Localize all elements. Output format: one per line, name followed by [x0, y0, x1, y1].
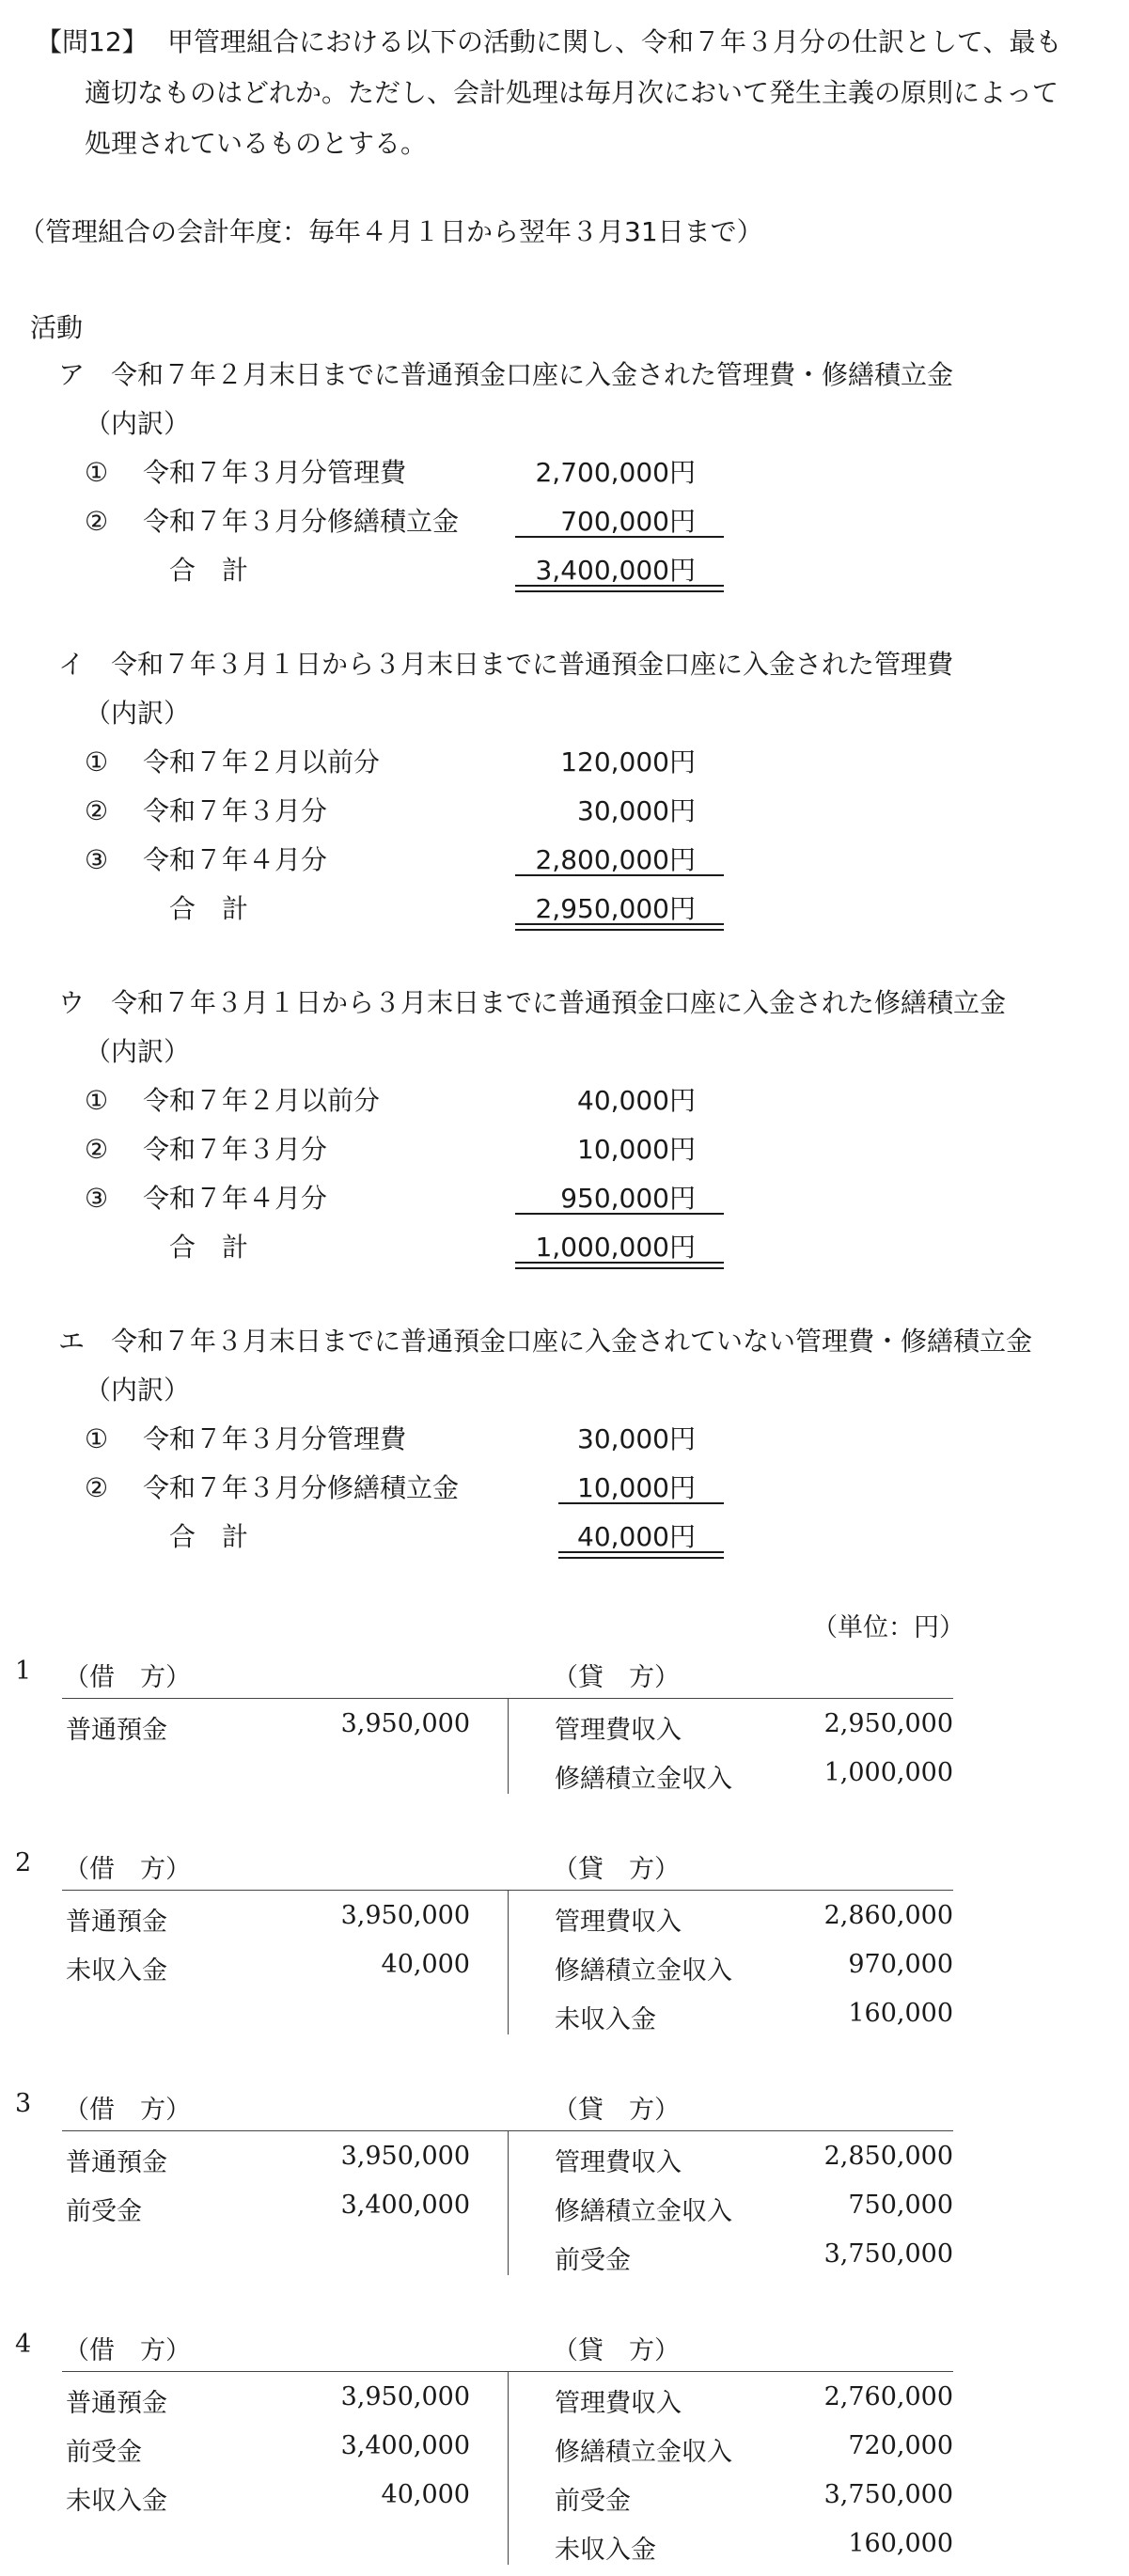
- option-2-credit-2-account: 修繕積立金収入: [555, 1956, 732, 1986]
- option-4-credit-3-amount: 3,750,000: [823, 2480, 953, 2509]
- option-4-debit-3-amount: 40,000: [381, 2480, 470, 2509]
- option-2-credit-1-amount: 2,860,000: [823, 1901, 953, 1930]
- option-1-debit-header: （借 方）: [64, 1663, 191, 1692]
- option-2-divider: [508, 1890, 509, 2034]
- activity-i-item-1-label: 令和７年２月以前分: [143, 746, 381, 778]
- activity-u-item-1-label: 令和７年２月以前分: [143, 1085, 381, 1116]
- activity-i-item-3-amount: 2,800,000円: [535, 844, 696, 875]
- activity-a-item-1-mark: ①: [85, 457, 109, 488]
- fiscal-year-note: （管理組合の会計年度：毎年４月１日から翌年３月31日まで）: [19, 216, 763, 247]
- activity-i-item-3-mark: ③: [85, 844, 109, 875]
- option-3-credit-2-amount: 750,000: [848, 2191, 953, 2220]
- option-2-debit-1-account: 普通預金: [66, 1908, 167, 1937]
- option-2-credit-3-amount: 160,000: [848, 1999, 953, 2028]
- activity-i-item-3-label: 令和７年４月分: [143, 844, 328, 875]
- activity-a-item-2-mark: ②: [85, 506, 109, 537]
- option-1-debit-1-account: 普通預金: [66, 1716, 167, 1745]
- activity-i-item-2-mark: ②: [85, 795, 109, 826]
- activity-e-total-amount: 40,000円: [577, 1521, 696, 1552]
- activity-u-subtotal-rule: [515, 1213, 724, 1215]
- option-2-credit-1-account: 管理費収入: [555, 1908, 682, 1937]
- option-1-credit-2-amount: 1,000,000: [823, 1758, 953, 1787]
- activity-i-item-1-amount: 120,000円: [560, 746, 696, 778]
- option-4-credit-4-amount: 160,000: [848, 2529, 953, 2558]
- option-3-credit-header: （貸 方）: [553, 2096, 680, 2125]
- activity-e-title: エ 令和７年３月末日までに普通預金口座に入金されていない管理費・修繕積立金: [58, 1326, 1033, 1357]
- activity-a-breakdown-label: （内訳）: [85, 408, 191, 439]
- question-line-1: 甲管理組合における以下の活動に関し、令和７年３月分の仕訳として、最も: [167, 26, 1062, 57]
- activity-u-item-2-amount: 10,000円: [577, 1134, 696, 1165]
- option-2-debit-header: （借 方）: [64, 1855, 191, 1884]
- activity-u-item-3-label: 令和７年４月分: [143, 1183, 328, 1214]
- option-4-credit-1-account: 管理費収入: [555, 2389, 682, 2418]
- activity-e-total-label: 合 計: [169, 1521, 249, 1552]
- option-1-number: 1: [15, 1657, 32, 1686]
- activity-e-item-1-label: 令和７年３月分管理費: [143, 1423, 407, 1454]
- option-1-divider: [508, 1698, 509, 1794]
- activity-a-item-2-label: 令和７年３月分修繕積立金: [143, 506, 460, 537]
- activity-a-item-2-amount: 700,000円: [560, 506, 696, 537]
- question-line-3: 処理されているものとする。: [85, 128, 428, 159]
- activity-i-total-label: 合 計: [169, 893, 249, 924]
- activity-i-total-amount: 2,950,000円: [535, 893, 696, 924]
- activity-i-item-1-mark: ①: [85, 746, 109, 778]
- option-4-debit-2-account: 前受金: [66, 2438, 142, 2467]
- option-3-debit-2-account: 前受金: [66, 2197, 142, 2226]
- option-4-credit-header: （貸 方）: [553, 2336, 680, 2365]
- option-3-credit-2-account: 修繕積立金収入: [555, 2197, 732, 2226]
- option-3-debit-header: （借 方）: [64, 2096, 191, 2125]
- option-3-credit-3-account: 前受金: [555, 2246, 631, 2275]
- activity-i-item-2-amount: 30,000円: [577, 795, 696, 826]
- activities-label: 活動: [30, 312, 84, 343]
- activity-a-subtotal-rule: [515, 536, 724, 538]
- activity-u-item-1-mark: ①: [85, 1085, 109, 1116]
- option-3-divider: [508, 2130, 509, 2275]
- option-4-debit-1-amount: 3,950,000: [340, 2382, 470, 2411]
- option-4-credit-4-account: 未収入金: [555, 2536, 656, 2565]
- option-4-debit-header: （借 方）: [64, 2336, 191, 2365]
- option-3-credit-1-amount: 2,850,000: [823, 2142, 953, 2171]
- activity-u-item-2-label: 令和７年３月分: [143, 1134, 328, 1165]
- option-2-credit-2-amount: 970,000: [848, 1950, 953, 1979]
- activity-a-title: ア 令和７年２月末日までに普通預金口座に入金された管理費・修繕積立金: [58, 359, 954, 390]
- activity-e-item-1-mark: ①: [85, 1423, 109, 1454]
- option-2-debit-1-amount: 3,950,000: [340, 1901, 470, 1930]
- activity-i-breakdown-label: （内訳）: [85, 698, 191, 729]
- activity-u-item-2-mark: ②: [85, 1134, 109, 1165]
- activity-u-total-label: 合 計: [169, 1232, 249, 1263]
- option-2-credit-header: （貸 方）: [553, 1855, 680, 1884]
- option-4-debit-3-account: 未収入金: [66, 2487, 167, 2516]
- option-2-debit-2-amount: 40,000: [381, 1950, 470, 1979]
- option-4-credit-2-account: 修繕積立金収入: [555, 2438, 732, 2467]
- unit-note: （単位：円）: [812, 1613, 964, 1642]
- activity-e-breakdown-label: （内訳）: [85, 1374, 191, 1406]
- activity-u-total-rule: [515, 1262, 724, 1269]
- activity-e-total-rule: [558, 1551, 724, 1559]
- activity-u-title: ウ 令和７年３月１日から３月末日までに普通預金口座に入金された修繕積立金: [58, 987, 1007, 1018]
- option-1-credit-1-account: 管理費収入: [555, 1716, 682, 1745]
- activity-u-item-1-amount: 40,000円: [577, 1085, 696, 1116]
- option-2-debit-2-account: 未収入金: [66, 1956, 167, 1986]
- activity-u-item-3-amount: 950,000円: [560, 1183, 696, 1214]
- activity-i-subtotal-rule: [515, 874, 724, 876]
- option-1-debit-1-amount: 3,950,000: [340, 1709, 470, 1738]
- question-number: 【問12】: [36, 26, 149, 57]
- option-4-number: 4: [15, 2330, 32, 2359]
- option-3-debit-1-amount: 3,950,000: [340, 2142, 470, 2171]
- activity-e-item-1-amount: 30,000円: [577, 1423, 696, 1454]
- option-1-credit-2-account: 修繕積立金収入: [555, 1765, 732, 1794]
- option-3-number: 3: [15, 2089, 32, 2118]
- activity-a-item-1-amount: 2,700,000円: [535, 457, 696, 488]
- option-2-credit-3-account: 未収入金: [555, 2005, 656, 2034]
- option-4-divider: [508, 2371, 509, 2565]
- question-line-2: 適切なものはどれか。ただし、会計処理は毎月次において発生主義の原則によって: [85, 77, 1059, 108]
- activity-a-total-rule: [515, 585, 724, 592]
- activity-e-item-2-amount: 10,000円: [577, 1472, 696, 1503]
- activity-i-total-rule: [515, 923, 724, 931]
- activity-u-breakdown-label: （内訳）: [85, 1036, 191, 1067]
- activity-i-title: イ 令和７年３月１日から３月末日までに普通預金口座に入金された管理費: [58, 649, 954, 680]
- activity-a-total-label: 合 計: [169, 555, 249, 586]
- option-3-debit-1-account: 普通預金: [66, 2148, 167, 2177]
- option-3-credit-1-account: 管理費収入: [555, 2148, 682, 2177]
- option-2-number: 2: [15, 1848, 32, 1877]
- option-3-credit-3-amount: 3,750,000: [823, 2239, 953, 2269]
- option-4-credit-1-amount: 2,760,000: [823, 2382, 953, 2411]
- activity-e-subtotal-rule: [558, 1502, 724, 1504]
- activity-e-item-2-label: 令和７年３月分修繕積立金: [143, 1472, 460, 1503]
- activity-i-item-2-label: 令和７年３月分: [143, 795, 328, 826]
- activity-u-total-amount: 1,000,000円: [535, 1232, 696, 1263]
- activity-u-item-3-mark: ③: [85, 1183, 109, 1214]
- option-4-credit-3-account: 前受金: [555, 2487, 631, 2516]
- activity-e-item-2-mark: ②: [85, 1472, 109, 1503]
- option-1-credit-header: （貸 方）: [553, 1663, 680, 1692]
- activity-a-item-1-label: 令和７年３月分管理費: [143, 457, 407, 488]
- option-4-debit-1-account: 普通預金: [66, 2389, 167, 2418]
- option-1-credit-1-amount: 2,950,000: [823, 1709, 953, 1738]
- option-4-credit-2-amount: 720,000: [848, 2431, 953, 2460]
- option-3-debit-2-amount: 3,400,000: [340, 2191, 470, 2220]
- activity-a-total-amount: 3,400,000円: [535, 555, 696, 586]
- option-4-debit-2-amount: 3,400,000: [340, 2431, 470, 2460]
